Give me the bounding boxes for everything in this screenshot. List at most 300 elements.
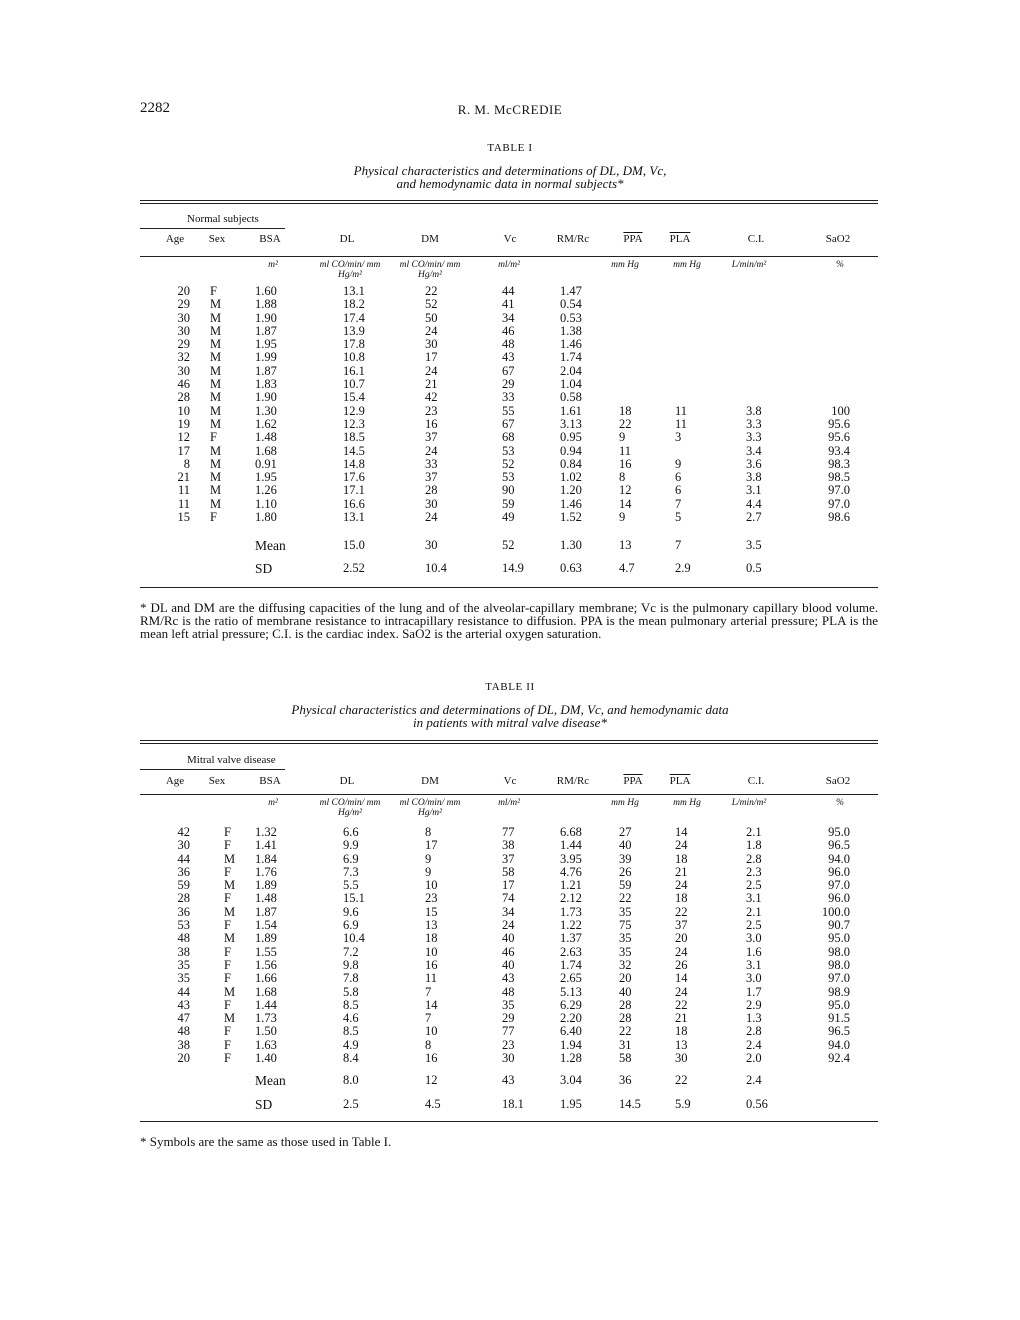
table1-cell-ci [746, 391, 780, 404]
table2-cell-age: 36 [177, 864, 190, 879]
table2-unit-ci: L/min/m² [731, 798, 767, 808]
table2-mean-ppa: 36 [619, 1073, 632, 1087]
table2-cell-bsa: 1.44 [255, 997, 277, 1012]
table2-col-vc [502, 826, 532, 1065]
table1-cell-dl: 10.8 [343, 350, 365, 365]
table1-cell-bsa: 1.99 [255, 350, 277, 365]
table2-cell-sao2: 100.0 [821, 904, 850, 919]
table2-cell-dm: 10 [425, 1024, 438, 1039]
table1-cell-age: 20 [177, 284, 190, 298]
table1-cell-dm: 21 [425, 377, 438, 392]
table1-cell-sao2 [810, 365, 850, 378]
table1-col-rmrc [560, 285, 600, 524]
table2-cell-ci: 3.1 [746, 957, 762, 972]
table1-cell-age: 29 [177, 337, 190, 352]
table2-cell-dl: 8.5 [343, 997, 359, 1012]
table1-sd-pla: 2.9 [675, 561, 691, 575]
table1-cell-dl: 13.9 [343, 323, 365, 338]
table1-cell-ppa: 12 [619, 483, 632, 498]
table1-cell-dm: 28 [425, 483, 438, 498]
table1-mean-ci: 3.5 [746, 538, 762, 552]
table2-cell-pla: 24 [675, 944, 688, 959]
table2-cell-rmrc: 6.40 [560, 1024, 582, 1039]
table1-cell-sao2 [810, 325, 850, 338]
table1-sd-label: SD [255, 561, 273, 576]
table1-cell-bsa: 1.88 [255, 297, 277, 312]
table1-cell-rmrc: 0.84 [560, 456, 582, 471]
table1-cell-rmrc: 1.02 [560, 470, 582, 485]
table2-cell-dm: 8 [425, 825, 432, 839]
table2-cell-ppa: 28 [619, 997, 632, 1012]
table1-cell-sao2: 98.6 [828, 510, 850, 525]
table2-cell-age: 44 [177, 851, 190, 866]
table2-cell-age: 59 [177, 878, 190, 893]
table1-unit-sao2: % [836, 260, 844, 270]
table2-rule-top [140, 740, 878, 741]
table2-cell-ci: 2.9 [746, 997, 762, 1012]
table2-cell-dm: 9 [425, 851, 432, 866]
table1-cell-vc: 67 [502, 363, 515, 378]
table2-col-bsa [255, 826, 295, 1065]
table1-cell-rmrc: 1.47 [560, 284, 582, 298]
table2-cell-dm: 16 [425, 957, 438, 972]
table2-cell-dl: 10.4 [343, 931, 365, 946]
table2-cell-rmrc: 1.22 [560, 918, 582, 933]
table2-unit-vc: ml/m² [498, 798, 520, 808]
table2-cell-sex: F [224, 957, 231, 972]
table1-rule-header [140, 256, 878, 257]
table1-cell-dm: 17 [425, 350, 438, 365]
table2-cell-rmrc: 1.44 [560, 838, 582, 853]
table1-cell-bsa: 1.80 [255, 510, 277, 525]
table1-header-8: $\overline{PLA}$ [669, 233, 691, 245]
table2-cell-ppa: 75 [619, 918, 632, 933]
table2-cell-ci: 2.0 [746, 1051, 762, 1066]
table2-cell-ci: 2.3 [746, 864, 762, 879]
table1-col-ppa [619, 285, 649, 524]
table2-cell-rmrc: 2.65 [560, 971, 582, 986]
table1-unit-ci: L/min/m² [731, 260, 767, 270]
table1-cell-age: 11 [177, 496, 190, 511]
table2-header-3: DL [339, 775, 355, 787]
table1-cell-pla [675, 298, 705, 311]
table1-cell-bsa: 1.90 [255, 310, 277, 325]
table2-cell-dm: 10 [425, 944, 438, 959]
table2-cell-bsa: 1.87 [255, 904, 277, 919]
table2-cell-vc: 40 [502, 931, 515, 946]
table2-cell-ci: 3.0 [746, 931, 762, 946]
table2-cell-ppa: 39 [619, 851, 632, 866]
table1-cell-ci: 3.3 [746, 430, 762, 445]
table2-cell-ppa: 35 [619, 904, 632, 919]
table1-col-dm [425, 285, 455, 524]
table2-cell-age: 42 [177, 825, 190, 839]
table1-cell-dm: 24 [425, 443, 438, 458]
table1-cell-pla [675, 338, 705, 351]
table2-cell-age: 44 [177, 984, 190, 999]
table1-cell-sao2 [810, 312, 850, 325]
table1-cell-dl: 17.8 [343, 337, 365, 352]
table1-cell-ppa [619, 365, 649, 378]
table2-cell-age: 35 [177, 971, 190, 986]
table2-cell-pla: 22 [675, 997, 688, 1012]
table1-cell-sao2 [810, 285, 850, 298]
table1-cell-rmrc: 3.13 [560, 416, 582, 431]
table2-cell-vc: 48 [502, 984, 515, 999]
table2-cell-ci: 2.5 [746, 918, 762, 933]
table2-cell-ppa: 58 [619, 1051, 632, 1066]
table2-cell-ci: 1.6 [746, 944, 762, 959]
table2-cell-age: 43 [177, 997, 190, 1012]
table1-cell-vc: 46 [502, 323, 515, 338]
table2-caption-line1: Physical characteristics and determinations of DL, DM, Vc, and hemodynamic data [291, 702, 729, 717]
table1-cell-vc: 52 [502, 456, 515, 471]
table1-header-6: RM/Rc [556, 233, 590, 245]
table2-unit-pla: mm Hg [673, 798, 701, 808]
table1-cell-sex: F [210, 430, 217, 445]
table2-cell-age: 38 [177, 944, 190, 959]
table2-cell-vc: 46 [502, 944, 515, 959]
table2-cell-dl: 9.6 [343, 904, 359, 919]
table1-cell-age: 28 [177, 390, 190, 405]
table2-cell-dm: 17 [425, 838, 438, 853]
table1-cell-dl: 15.4 [343, 390, 365, 405]
table1-cell-age: 29 [177, 297, 190, 312]
table1-mean-vc: 52 [502, 538, 515, 552]
table1-cell-vc: 55 [502, 403, 515, 418]
table2-cell-sex: F [224, 1051, 231, 1066]
table2-cell-vc: 17 [502, 878, 515, 893]
table2-footnote: * Symbols are the same as those used in Table I. [140, 1134, 392, 1149]
table2-col-pla [675, 826, 705, 1065]
table1-cell-ppa [619, 325, 649, 338]
table2-cell-age: 47 [177, 1011, 190, 1026]
table2-cell-dm: 13 [425, 918, 438, 933]
table2-cell-vc: 34 [502, 904, 515, 919]
table1-cell-dl: 10.7 [343, 377, 365, 392]
table1-cell-bsa: 1.30 [255, 403, 277, 418]
table1-label: TABLE I [487, 142, 533, 154]
table1-cell-age: 12 [177, 430, 190, 445]
table1-cell-pla [675, 391, 705, 404]
table2-cell-dl: 6.9 [343, 918, 359, 933]
table2-cell-pla: 18 [675, 1024, 688, 1039]
table1-cell-bsa: 1.68 [255, 443, 277, 458]
table1-cell-vc: 53 [502, 470, 515, 485]
table1-cell-age: 8 [183, 456, 190, 471]
table1-cell-sex: F [210, 284, 217, 298]
table1-cell-bsa: 1.48 [255, 430, 277, 445]
table2-cell-sao2: 91.5 [828, 1011, 850, 1026]
table2-cell-bsa: 1.32 [255, 825, 277, 839]
table1-cell-ppa [619, 351, 649, 364]
table2-cell-bsa: 1.50 [255, 1024, 277, 1039]
table1-header-1: Sex [208, 233, 226, 245]
table1-cell-sex: M [210, 470, 222, 485]
table2-cell-age: 28 [177, 891, 190, 906]
table1-cell-ci: 3.4 [746, 443, 762, 458]
table1-cell-ppa [619, 391, 649, 404]
table1-cell-sao2: 97.0 [828, 483, 850, 498]
table1-cell-ci: 3.8 [746, 403, 762, 418]
table2-cell-ppa: 22 [619, 891, 632, 906]
table2-cell-dl: 6.9 [343, 851, 359, 866]
table2-mean-dm: 12 [425, 1073, 438, 1087]
table1-cell-rmrc: 1.46 [560, 337, 582, 352]
table1-cell-rmrc: 1.38 [560, 323, 582, 338]
table2-cell-bsa: 1.89 [255, 878, 277, 893]
table2-cell-ppa: 22 [619, 1024, 632, 1039]
table2-cell-ppa: 40 [619, 984, 632, 999]
table2-caption-line2: in patients with mitral valve disease* [413, 715, 607, 730]
table2-cell-rmrc: 2.63 [560, 944, 582, 959]
table1-cell-vc: 90 [502, 483, 515, 498]
table2-header-1: Sex [208, 775, 226, 787]
table2-cell-pla: 13 [675, 1037, 688, 1052]
table1-cell-dm: 37 [425, 470, 438, 485]
table1-cell-ci: 3.1 [746, 483, 762, 498]
table1-cell-age: 17 [177, 443, 190, 458]
table1-cell-dl: 17.6 [343, 470, 365, 485]
table2-cell-sao2: 94.0 [828, 851, 850, 866]
table1-cell-vc: 48 [502, 337, 515, 352]
table2-cell-dl: 4.9 [343, 1037, 359, 1052]
table1-cell-sex: M [210, 483, 222, 498]
table1-col-ci [746, 285, 780, 524]
page-number: 2282 [140, 100, 170, 116]
table1-header-3: DL [339, 233, 355, 245]
table2-cell-dl: 5.5 [343, 878, 359, 893]
table1-cell-pla [675, 351, 705, 364]
table2-sd-rmrc: 1.95 [560, 1097, 582, 1111]
table2-cell-ppa: 35 [619, 931, 632, 946]
table2-cell-bsa: 1.55 [255, 944, 277, 959]
table1-cell-sex: M [210, 350, 222, 365]
table2-cell-ci: 2.1 [746, 904, 762, 919]
table2-cell-sao2: 92.4 [828, 1051, 850, 1066]
table1-cell-pla [675, 365, 705, 378]
table1-cell-dm: 16 [425, 416, 438, 431]
table2-cell-dm: 11 [425, 971, 438, 986]
table2-cell-sao2: 98.0 [828, 957, 850, 972]
table1-cell-rmrc: 0.95 [560, 430, 582, 445]
table2-mean-rmrc: 3.04 [560, 1073, 582, 1087]
table2-cell-sao2: 94.0 [828, 1037, 850, 1052]
table1-mean-dl: 15.0 [343, 538, 365, 552]
table1-cell-ci [746, 351, 780, 364]
table2-cell-vc: 30 [502, 1051, 515, 1066]
table1-cell-ppa [619, 312, 649, 325]
table1-cell-age: 11 [177, 483, 190, 498]
table2-cell-pla: 24 [675, 984, 688, 999]
table2-cell-ci: 2.8 [746, 1024, 762, 1039]
table1-sd-vc: 14.9 [502, 561, 524, 575]
table2-cell-dl: 7.2 [343, 944, 359, 959]
table2-cell-rmrc: 4.76 [560, 864, 582, 879]
table1-cell-dm: 24 [425, 363, 438, 378]
table1-cell-pla [675, 285, 705, 298]
table1-cell-age: 32 [177, 350, 190, 365]
table1-cell-rmrc: 1.20 [560, 483, 582, 498]
table2-cell-dl: 9.8 [343, 957, 359, 972]
table2-cell-dm: 18 [425, 931, 438, 946]
table2-cell-bsa: 1.89 [255, 931, 277, 946]
table2-sd-label: SD [255, 1097, 273, 1112]
table1-cell-sao2: 95.6 [828, 416, 850, 431]
table1-header-4: DM [421, 233, 439, 245]
table1-cell-ci [746, 338, 780, 351]
table2-rule-header [140, 794, 878, 795]
table2-cell-sao2: 96.5 [828, 1024, 850, 1039]
table1-cell-pla: 6 [675, 470, 682, 485]
table1-cell-dm: 37 [425, 430, 438, 445]
table1-unit-dl: ml CO/min/ mm Hg/m² [319, 260, 381, 280]
table2-cell-vc: 77 [502, 1024, 515, 1039]
table2-sd-ppa: 14.5 [619, 1097, 641, 1111]
table1-cell-pla: 11 [675, 403, 688, 418]
table2-cell-dm: 10 [425, 878, 438, 893]
table1-cell-sex: F [210, 510, 217, 525]
table2-cell-sex: F [224, 838, 231, 853]
table1-header-9: C.I. [747, 233, 765, 245]
table1-cell-dl: 18.2 [343, 297, 365, 312]
table1-col-vc [502, 285, 532, 524]
table2-header-0: Age [165, 775, 185, 787]
table1-cell-dl: 12.3 [343, 416, 365, 431]
table2-cell-dl: 7.3 [343, 864, 359, 879]
table1-cell-ppa [619, 298, 649, 311]
table2-cell-dm: 9 [425, 864, 432, 879]
table1-cell-sex: M [210, 363, 222, 378]
table1-cell-sex: M [210, 323, 222, 338]
table2-cell-dl: 4.6 [343, 1011, 359, 1026]
table1-cell-pla: 7 [675, 496, 682, 511]
table1-cell-sex: M [210, 496, 222, 511]
table1-rule-top2 [140, 203, 878, 204]
table1-cell-vc: 49 [502, 510, 515, 525]
table1-header-2: BSA [259, 233, 281, 245]
table2-cell-ci: 2.1 [746, 825, 762, 839]
table2-cell-vc: 74 [502, 891, 515, 906]
table2-cell-rmrc: 5.13 [560, 984, 582, 999]
table1-cell-pla [675, 312, 705, 325]
table2-sd-dm: 4.5 [425, 1097, 441, 1111]
table2-col-ppa [619, 826, 649, 1065]
table2-col-rmrc [560, 826, 600, 1065]
table1-mean-ppa: 13 [619, 538, 632, 552]
table2-cell-rmrc: 1.74 [560, 957, 582, 972]
table1-cell-bsa: 1.62 [255, 416, 277, 431]
table2-cell-bsa: 1.54 [255, 918, 277, 933]
table2-label: TABLE II [485, 681, 535, 693]
table1-cell-ci [746, 365, 780, 378]
table1-cell-vc: 59 [502, 496, 515, 511]
table2-cell-rmrc: 6.29 [560, 997, 582, 1012]
table2-cell-ci: 1.3 [746, 1011, 762, 1026]
table2-cell-pla: 30 [675, 1051, 688, 1066]
table1-unit-dm: ml CO/min/ mm Hg/m² [399, 260, 461, 280]
table2-cell-age: 20 [177, 1051, 190, 1066]
table2-col-sao2 [810, 826, 850, 1065]
table1-cell-dm: 50 [425, 310, 438, 325]
table1-cell-sao2 [810, 351, 850, 364]
table2-cell-ci: 1.7 [746, 984, 762, 999]
table1-unit-ppa: mm Hg [611, 260, 639, 270]
table1-cell-dl: 13.1 [343, 510, 365, 525]
table1-cell-rmrc: 0.54 [560, 297, 582, 312]
table2-cell-vc: 37 [502, 851, 515, 866]
table2-cell-sex: F [224, 864, 231, 879]
table1 [140, 200, 878, 590]
table2-col-sex [224, 826, 244, 1065]
table2-cell-ppa: 32 [619, 957, 632, 972]
table1-header-5: Vc [503, 233, 517, 245]
table2-cell-age: 30 [177, 838, 190, 853]
table1-cell-age: 30 [177, 310, 190, 325]
table1-sd-ppa: 4.7 [619, 561, 635, 575]
table1-cell-pla: 3 [675, 430, 682, 445]
table1-cell-vc: 41 [502, 297, 515, 312]
table2-cell-ppa: 20 [619, 971, 632, 986]
table2-mean-vc: 43 [502, 1073, 515, 1087]
table1-cell-dl: 17.4 [343, 310, 365, 325]
table1-cell-ppa: 22 [619, 416, 632, 431]
table2-sd-ci: 0.56 [746, 1097, 768, 1111]
table2-rule-top2 [140, 743, 878, 744]
table1-cell-bsa: 1.26 [255, 483, 277, 498]
table2-cell-ci: 2.8 [746, 851, 762, 866]
table1-cell-dm: 23 [425, 403, 438, 418]
table2-mean-pla: 22 [675, 1073, 688, 1087]
table1-footnote: * DL and DM are the diffusing capacities of the lung and of the alveolar-capillary membrane; Vc is the pulmonary capillary blood volume. RM/Rc is the ratio of membrane resistance to intracapillary resistance to diffusion. PPA is the mean pulmonary arterial pressure; PLA is the mean left atrial pressure; C.I. is the cardiac index. SaO2 is the arterial oxygen saturation. [140, 600, 878, 642]
table2-cell-dl: 8.4 [343, 1051, 359, 1066]
table1-cell-bsa: 0.91 [255, 456, 277, 471]
table1-cell-bsa: 1.83 [255, 377, 277, 392]
table2-cell-ci: 2.5 [746, 878, 762, 893]
table1-cell-dm: 42 [425, 390, 438, 405]
table1-cell-sao2 [810, 298, 850, 311]
table2-cell-vc: 38 [502, 838, 515, 853]
table1-cell-dm: 24 [425, 323, 438, 338]
table1-sd-rmrc: 0.63 [560, 561, 582, 575]
table2-cell-bsa: 1.63 [255, 1037, 277, 1052]
table2-cell-rmrc: 2.12 [560, 891, 582, 906]
table2-cell-sao2: 96.0 [828, 864, 850, 879]
table1-cell-ppa: 16 [619, 456, 632, 471]
table1-cell-ppa: 9 [619, 430, 626, 445]
table2-col-age [168, 826, 190, 1065]
table2-cell-pla: 24 [675, 838, 688, 853]
table2-header-5: Vc [503, 775, 517, 787]
table1-cell-rmrc: 1.74 [560, 350, 582, 365]
table1-cell-age: 46 [177, 377, 190, 392]
table1-caption-line2: and hemodynamic data in normal subjects* [396, 176, 624, 191]
table1-cell-vc: 44 [502, 284, 515, 298]
table2-cell-pla: 24 [675, 878, 688, 893]
table2-header-6: RM/Rc [556, 775, 590, 787]
table1-cell-rmrc: 1.61 [560, 403, 582, 418]
table2-sd-dl: 2.5 [343, 1097, 359, 1111]
table1-cell-ci [746, 312, 780, 325]
table1-cell-rmrc: 0.94 [560, 443, 582, 458]
table1-cell-vc: 43 [502, 350, 515, 365]
table1-cell-vc: 68 [502, 430, 515, 445]
table1-cell-ppa [619, 378, 649, 391]
table1-cell-dl: 12.9 [343, 403, 365, 418]
table2-cell-rmrc: 1.94 [560, 1037, 582, 1052]
table1-cell-dm: 30 [425, 337, 438, 352]
table1-cell-bsa: 1.87 [255, 323, 277, 338]
